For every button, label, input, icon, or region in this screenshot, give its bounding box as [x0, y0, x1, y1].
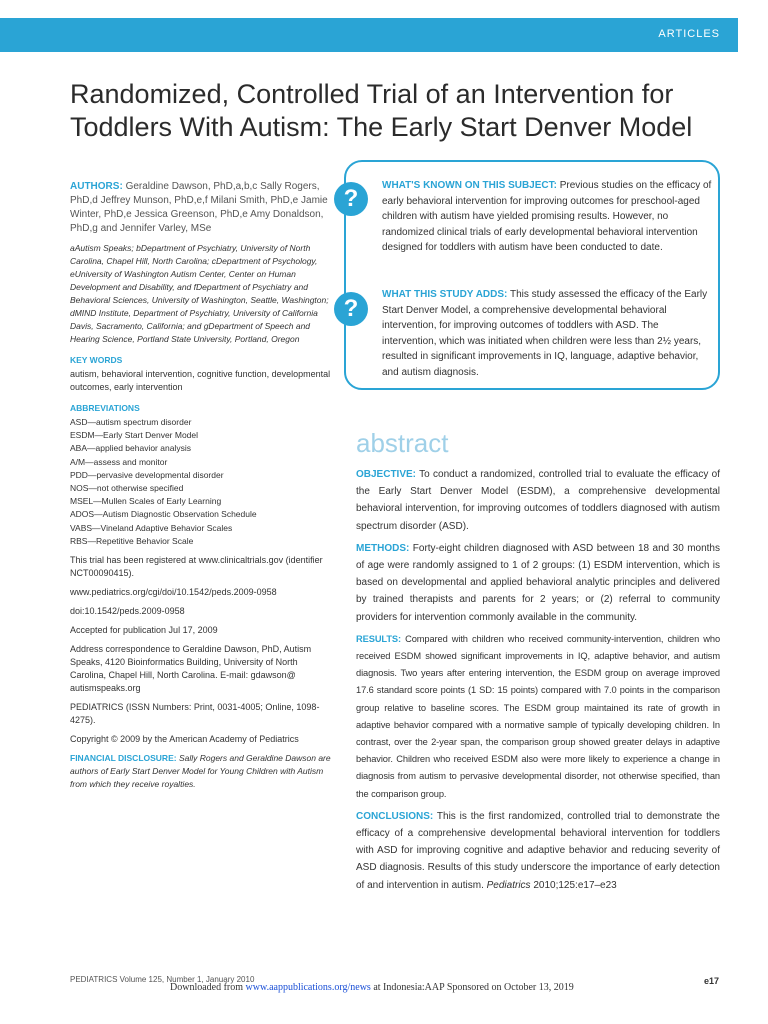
copyright-line: Copyright © 2009 by the American Academy of Pediatrics [70, 734, 299, 745]
known-section [382, 178, 712, 256]
abbreviation-item: NOS—not otherwise specified [70, 483, 184, 494]
adds-label: WHAT THIS STUDY ADDS: [382, 289, 508, 300]
citation-details: 2010;125:e17–e23 [533, 879, 617, 891]
trial-registration: This trial has been registered at www.clinicaltrials.gov (identifier NCT00090415). [70, 555, 323, 579]
known-label: WHAT'S KNOWN ON THIS SUBJECT: [382, 180, 557, 191]
methods-label: METHODS: [356, 542, 410, 554]
authors-block [70, 180, 332, 236]
article-doi: doi:10.1542/peds.2009-0958 [70, 606, 185, 617]
download-notice [170, 982, 574, 993]
keywords-text: autism, behavioral intervention, cognitive function, developmental outcomes, early intervention [70, 369, 331, 392]
abstract-results [356, 631, 720, 803]
disclosure-text: Sally Rogers and Geraldine Dawson are authors of Early Start Denver Model for Young Children with Autism from which they receive royalties. [70, 753, 331, 790]
abbreviation-item: ESDM—Early Start Denver Model [70, 430, 199, 441]
abbreviations-list [70, 416, 332, 548]
question-icon: ? [334, 292, 368, 326]
abbreviation-item: MSEL—Mullen Scales of Early Learning [70, 496, 222, 507]
issn-line: PEDIATRICS (ISSN Numbers: Print, 0031-4005; Online, 1098-4275). [70, 702, 320, 726]
abbreviation-item: A/M—assess and monitor [70, 456, 168, 467]
authors-label: AUTHORS: [70, 181, 123, 192]
results-label: RESULTS: [356, 633, 401, 644]
adds-text: This study assessed the efficacy of the Early Start Denver Model, a comprehensive developmental behavioral intervention, for improving outcomes of toddlers with ASD. The intervention, which was initiated when children were less than 2½ years, resulted in significant improvements in IQ, language, adaptive behavior, and autism diagnosis. [382, 289, 708, 378]
download-suffix: at Indonesia:AAP Sponsored on October 13, 2019 [373, 982, 574, 993]
left-sidebar [70, 180, 332, 797]
keywords-heading: KEY WORDS [70, 355, 123, 365]
citation-journal: Pediatrics [486, 879, 531, 891]
article-url[interactable]: www.pediatrics.org/cgi/doi/10.1542/peds.2009-0958 [70, 587, 277, 598]
download-link[interactable]: www.aappublications.org/news [245, 982, 371, 993]
conclusions-text: This is the first randomized, controlled trial to demonstrate the efficacy of a comprehensive developmental behavioral intervention for toddlers with ASD for improving cognitive and adaptive behavior and reducing severity of ASD diagnosis. Results of this study underscore the importance of early detection of and intervention in autism. [356, 810, 720, 891]
affiliations: aAutism Speaks; bDepartment of Psychiatry, University of North Carolina, Chapel Hill, North Carolina; cDepartment of Psychology, eUniversity of Washington Autism Center, Center on Human Development and Disability, and fDepartment of Psychiatry and Behavioral Sciences, University of Washington, Seattle, Washington; dMIND Institute, Department of Psychiatry, University of California Davis, Sacramento, California; and gDepartment of Speech and Hearing Science, Portland State University, Portland, Oregon [70, 243, 329, 344]
article-title: Randomized, Controlled Trial of an Intervention for Toddlers With Autism: The Early Start Denver Model [70, 79, 693, 142]
correspondence: Address correspondence to Geraldine Dawson, PhD, Autism Speaks, 4120 Bioinformatics Building, University of North Carolina, Chapel Hill, North Carolina. E-mail: gdawson@ autismspeaks.org [70, 644, 312, 694]
abbreviation-item: ABA—applied behavior analysis [70, 443, 191, 454]
known-text: Previous studies on the efficacy of early behavioral intervention for improving outcomes for preschool-aged children with autism have yielded promising results. However, no randomized clinical trials of early developmental behavioral intervention designed for toddlers with autism have been conducted to date. [382, 180, 712, 254]
abstract-conclusions [356, 808, 720, 894]
conclusions-label: CONCLUSIONS: [356, 810, 434, 822]
authors-text: Geraldine Dawson, PhD,a,b,c Sally Rogers, PhD,d Jeffrey Munson, PhD,e,f Milani Smith, PhD,e Jamie Winter, PhD,e Jessica Greenson, PhD,e Amy Donaldson, PhD,g and Jennifer Varley, MSe [70, 181, 328, 234]
abstract-objective [356, 466, 720, 535]
accepted-date: Accepted for publication Jul 17, 2009 [70, 625, 218, 636]
download-prefix: Downloaded from [170, 982, 244, 993]
objective-text: To conduct a randomized, controlled trial to evaluate the efficacy of the Early Start Denver Model (ESDM), a comprehensive developmental behavioral intervention, for improving outcomes of toddlers diagnosed with autism spectrum disorder (ASD). [356, 469, 720, 532]
abbreviation-item: VABS—Vineland Adaptive Behavior Scales [70, 522, 233, 533]
results-text: Compared with children who received community-intervention, children who received ESDM showed significant improvements in IQ, adaptive behavior, and autism diagnosis. Two years after entering intervention, the ESDM group on average improved 17.6 standard score points (1 SD: 15 points) compared with 7.0 points in the comparison group relative to baseline scores. The ESDM group maintained its rate of growth in adaptive behavior compared with a normative sample of typically developing children. In contrast, over the 2-year span, the comparison group showed greater delays in adaptive behavior. Children who received ESDM also were more likely to experience a change in diagnosis from autism to pervasive developmental disorder, not otherwise specified, than the comparison group. [356, 633, 721, 799]
financial-disclosure [70, 752, 332, 791]
question-icon: ? [334, 182, 368, 216]
section-banner [0, 18, 738, 52]
abbreviation-item: PDD—pervasive developmental disorder [70, 469, 224, 480]
journal-footer: PEDIATRICS Volume 125, Number 1, January 2010 [70, 975, 255, 984]
disclosure-label: FINANCIAL DISCLOSURE: [70, 753, 177, 764]
abbreviation-item: ASD—autism spectrum disorder [70, 417, 192, 427]
abbreviation-item: RBS—Repetitive Behavior Scale [70, 535, 194, 546]
abbreviation-item: ADOS—Autism Diagnostic Observation Schedule [70, 509, 257, 520]
abstract-methods [356, 540, 720, 626]
section-label: ARTICLES [658, 28, 720, 40]
adds-section [382, 287, 712, 381]
methods-text: Forty-eight children diagnosed with ASD between 18 and 30 months of age were randomly assigned to 1 of 2 groups: (1) ESDM intervention, which is based on developmental and applied behavioral analytic principles and delivered by trained therapists and parents for 2 years; or (2) referral to community providers for intervention commonly available in the community. [356, 542, 720, 623]
page-number: e17 [704, 976, 720, 986]
abstract-body [356, 466, 720, 899]
objective-label: OBJECTIVE: [356, 469, 417, 480]
abstract-heading: abstract [356, 428, 449, 458]
abbreviations-heading: ABBREVIATIONS [70, 403, 140, 413]
